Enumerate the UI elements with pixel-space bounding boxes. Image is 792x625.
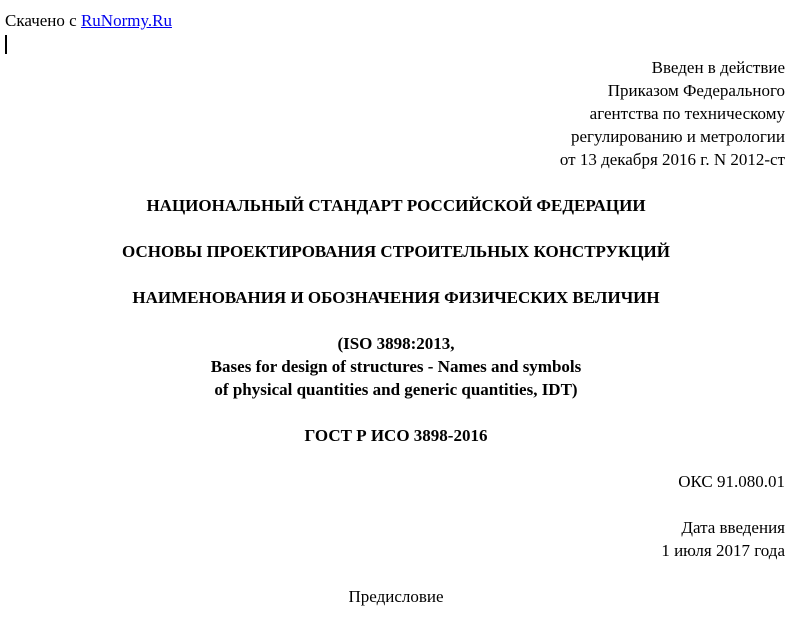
oks-code: ОКС 91.080.01 [678,472,785,491]
enactment-line-1: Введен в действие [651,58,785,77]
downloaded-from-line [5,9,172,32]
text-cursor [5,35,7,54]
national-standard-heading: НАЦИОНАЛЬНЫЙ СТАНДАРТ РОССИЙСКОЙ ФЕДЕРАЦИИ [146,196,646,215]
subtitle: НАИМЕНОВАНИЯ И ОБОЗНАЧЕНИЯ ФИЗИЧЕСКИХ ВЕЛИЧИН [132,288,660,307]
enactment-line-5: от 13 декабря 2016 г. N 2012-ст [559,150,785,169]
introduction-date-value: 1 июля 2017 года [661,541,785,560]
gost-designation: ГОСТ Р ИСО 3898-2016 [304,426,488,445]
introduction-date-label: Дата введения [681,518,785,537]
iso-line-2: Bases for design of structures - Names and symbols [210,357,582,376]
enactment-line-3: агентства по техническому [589,104,785,123]
preface-heading: Предисловие [348,587,444,606]
enactment-line-4: регулированию и метрологии [570,127,785,146]
runormy-link[interactable]: RuNormy.Ru [80,11,172,30]
iso-line-3: of physical quantities and generic quantities, IDT) [214,380,578,399]
main-title: ОСНОВЫ ПРОЕКТИРОВАНИЯ СТРОИТЕЛЬНЫХ КОНСТРУКЦИЙ [122,242,670,261]
downloaded-prefix: Скачено с [5,11,81,30]
iso-line-1: (ISO 3898:2013, [337,334,455,353]
enactment-line-2: Приказом Федерального [607,81,785,100]
